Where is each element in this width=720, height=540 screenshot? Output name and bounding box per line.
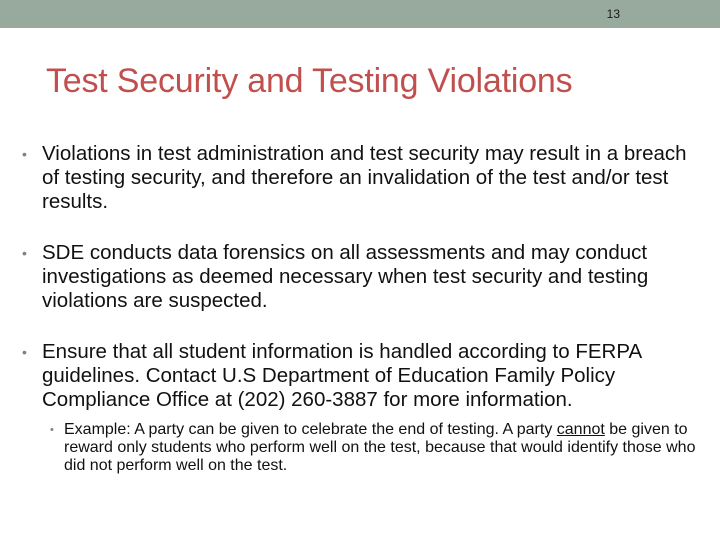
sub-bullet-marker-icon: • — [50, 424, 54, 436]
top-bar — [0, 0, 720, 28]
slide-number: 13 — [606, 7, 620, 21]
sub-bullet-emphasis: cannot — [556, 421, 605, 438]
sub-bullet-item — [44, 421, 704, 475]
bullet-text: Ensure that all student information is handled according to FERPA guidelines. Contact U.S Department of Education Family Policy Compliance Office at (202) 260-3887 for more information. — [42, 340, 642, 411]
bullet-marker-icon: • — [22, 344, 27, 360]
bullet-marker-icon: • — [22, 245, 27, 261]
bullet-marker-icon: • — [22, 146, 27, 162]
bullet-text: Violations in test administration and test security may result in a breach of testing security, and therefore an invalidation of the test and/or test results. — [42, 142, 687, 213]
bullet-item — [22, 340, 704, 475]
sub-bullet-text-part1: Example: A party can be given to celebrate the end of testing. A party — [64, 421, 557, 438]
sub-bullet-text-part2: be given to reward only students who perform well on the test, because that would identify those who did not perform well on the test. — [64, 421, 696, 474]
bullet-item — [22, 142, 704, 214]
bullet-item — [22, 241, 704, 313]
bullet-text: SDE conducts data forensics on all assessments and may conduct investigations as deemed necessary when test security and testing violations are suspected. — [42, 241, 649, 312]
slide-title: Test Security and Testing Violations — [46, 62, 573, 100]
slide-content — [22, 142, 704, 502]
